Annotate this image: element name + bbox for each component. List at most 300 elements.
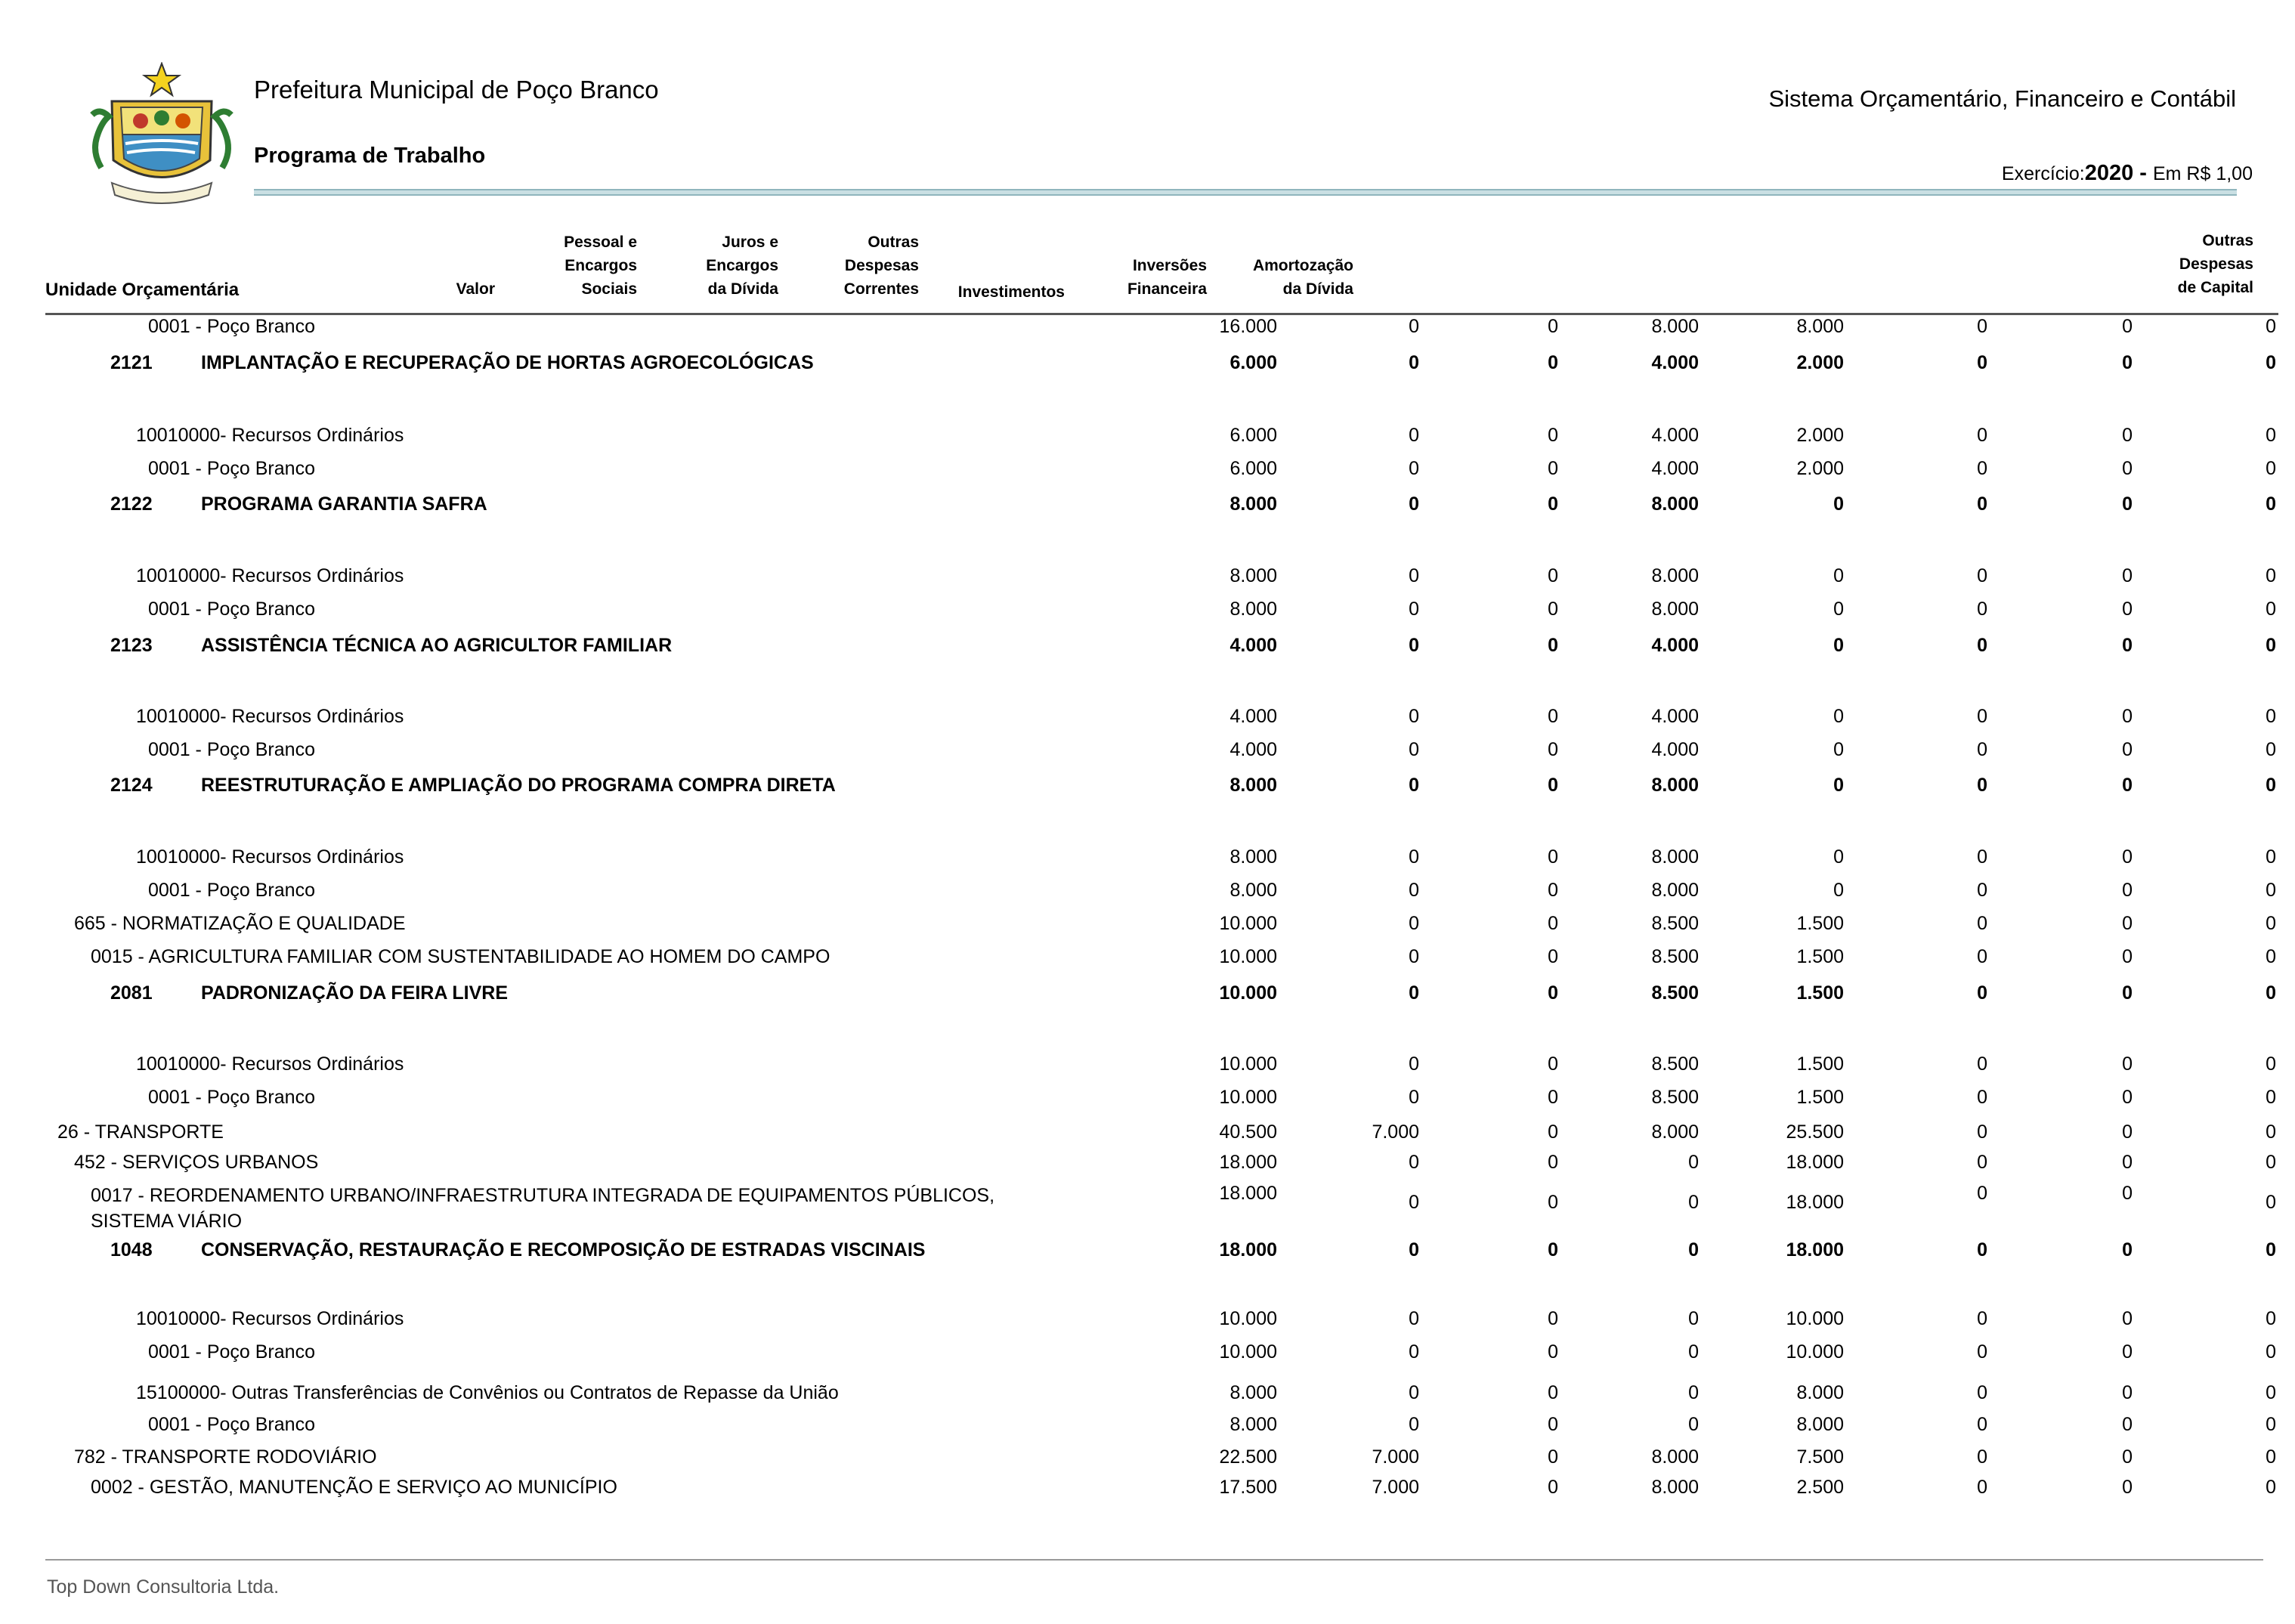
cell-outras-capital: 0 [2266,846,2276,868]
cell-outras-capital: 0 [2266,1477,2276,1498]
project-row [0,982,2295,1013]
cell-outras-correntes: 4.000 [1651,352,1699,373]
cell-inversoes: 0 [1977,1382,1987,1403]
table-row [0,913,2295,943]
cell-outras-capital: 0 [2266,425,2276,446]
cell-valor: 10.000 [1219,913,1277,934]
cell-investimentos: 0 [1833,880,1844,901]
cell-outras-capital: 0 [2266,1414,2276,1435]
cell-juros: 0 [1548,1053,1558,1075]
row-label: 0017 - REORDENAMENTO URBANO/INFRAESTRUTURA INTEGRADA DE EQUIPAMENTOS PÚBLICOS, SISTEMA VIÁRIO [91,1185,995,1232]
cell-pessoal: 0 [1409,425,1419,446]
cell-outras-capital: 0 [2266,316,2276,337]
cell-amortizacao: 0 [2122,1446,2133,1468]
cell-juros: 0 [1548,775,1558,796]
exercicio-separator: - [2133,161,2153,185]
cell-outras-capital: 0 [2266,493,2276,515]
cell-outras-correntes: 0 [1688,1382,1699,1403]
cell-valor: 10.000 [1219,982,1277,1004]
cell-outras-capital: 0 [2266,946,2276,967]
cell-investimentos: 8.000 [1796,1414,1844,1435]
table-row [0,739,2295,769]
row-label: 10010000- Recursos Ordinários [136,1053,404,1075]
cell-outras-capital: 0 [2266,880,2276,901]
cell-amortizacao: 0 [2122,946,2133,967]
cell-pessoal: 0 [1409,739,1419,760]
cell-investimentos: 2.000 [1796,425,1844,446]
cell-pessoal: 0 [1409,775,1419,796]
table-row [0,1382,2295,1412]
cell-investimentos: 25.500 [1786,1121,1844,1143]
cell-amortizacao: 0 [2122,846,2133,868]
cell-valor: 18.000 [1219,1152,1277,1173]
table-row [0,1121,2295,1152]
cell-outras-capital: 0 [2266,982,2276,1004]
cell-amortizacao: 0 [2122,1414,2133,1435]
cell-inversoes: 0 [1977,316,1987,337]
cell-valor: 18.000 [1219,1183,1277,1204]
cell-amortizacao: 0 [2122,1121,2133,1143]
cell-amortizacao: 0 [2122,352,2133,373]
cell-outras-correntes: 4.000 [1651,458,1699,479]
report-title: Programa de Trabalho [254,144,486,168]
cell-outras-capital: 0 [2266,1446,2276,1468]
cell-investimentos: 8.000 [1796,1382,1844,1403]
footer-company: Top Down Consultoria Ltda. [47,1576,280,1598]
org-title: Prefeitura Municipal de Poço Branco [254,76,659,104]
cell-inversoes: 0 [1977,1183,1987,1204]
cell-amortizacao: 0 [2122,775,2133,796]
cell-inversoes: 0 [1977,565,1987,586]
cell-valor: 40.500 [1219,1121,1277,1143]
col-header-unidade: Unidade Orçamentária [45,280,240,300]
cell-valor: 4.000 [1229,706,1277,727]
coat-of-arms-logo [82,62,242,206]
project-row [0,493,2295,524]
table-row [0,1446,2295,1477]
cell-inversoes: 0 [1977,775,1987,796]
cell-outras-correntes: 8.000 [1651,565,1699,586]
system-name: Sistema Orçamentário, Financeiro e Contábil [1768,85,2236,112]
cell-juros: 0 [1548,458,1558,479]
cell-juros: 0 [1548,1152,1558,1173]
cell-amortizacao: 0 [2122,316,2133,337]
cell-valor: 8.000 [1229,599,1277,620]
cell-valor: 8.000 [1229,493,1277,515]
exercicio-label: Exercício: [2001,163,2085,184]
cell-valor: 8.000 [1229,1414,1277,1435]
cell-juros: 0 [1548,1382,1558,1403]
project-title: ASSISTÊNCIA TÉCNICA AO AGRICULTOR FAMILIAR [201,635,673,656]
cell-inversoes: 0 [1977,599,1987,620]
col-header-pessoal: Pessoal e Encargos Sociais [564,234,637,298]
cell-amortizacao: 0 [2122,913,2133,934]
cell-valor: 22.500 [1219,1446,1277,1468]
cell-inversoes: 0 [1977,635,1987,656]
cell-valor: 18.000 [1219,1239,1277,1261]
cell-inversoes: 0 [1977,425,1987,446]
exercicio-year: 2020 [2084,161,2134,185]
cell-pessoal: 0 [1409,1414,1419,1435]
row-label: 0002 - GESTÃO, MANUTENÇÃO E SERVIÇO AO MUNICÍPIO [91,1477,617,1498]
cell-outras-correntes: 8.000 [1651,1477,1699,1498]
cell-outras-capital: 0 [2266,1239,2276,1261]
cell-investimentos: 1.500 [1796,982,1844,1004]
cell-inversoes: 0 [1977,739,1987,760]
cell-outras-correntes: 8.000 [1651,1121,1699,1143]
cell-outras-correntes: 8.500 [1651,1087,1699,1108]
project-title: CONSERVAÇÃO, RESTAURAÇÃO E RECOMPOSIÇÃO DE ESTRADAS VISCINAIS [201,1239,926,1261]
cell-inversoes: 0 [1977,1446,1987,1468]
cell-inversoes: 0 [1977,846,1987,868]
cell-inversoes: 0 [1977,1087,1987,1108]
cell-amortizacao: 0 [2122,425,2133,446]
cell-juros: 0 [1548,1446,1558,1468]
cell-outras-correntes: 8.000 [1651,1446,1699,1468]
cell-amortizacao: 0 [2122,1152,2133,1173]
cell-outras-capital: 0 [2266,1382,2276,1403]
cell-amortizacao: 0 [2122,565,2133,586]
cell-pessoal: 0 [1409,706,1419,727]
cell-investimentos: 0 [1833,599,1844,620]
cell-valor: 17.500 [1219,1477,1277,1498]
cell-juros: 0 [1548,913,1558,934]
cell-pessoal: 0 [1409,946,1419,967]
project-title: PROGRAMA GARANTIA SAFRA [201,493,487,515]
exercicio-info [2002,161,2253,186]
table-row [0,706,2295,736]
col-header-outras-capital: Outras Despesas de Capital [2177,232,2253,296]
cell-outras-capital: 0 [2266,739,2276,760]
cell-juros: 0 [1548,316,1558,337]
row-label: 10010000- Recursos Ordinários [136,1308,404,1329]
cell-juros: 0 [1548,1414,1558,1435]
cell-outras-capital: 0 [2266,1053,2276,1075]
cell-investimentos: 1.500 [1796,1087,1844,1108]
cell-pessoal: 0 [1409,316,1419,337]
cell-amortizacao: 0 [2122,493,2133,515]
row-label: 10010000- Recursos Ordinários [136,565,404,586]
cell-outras-correntes: 8.000 [1651,846,1699,868]
cell-investimentos: 0 [1833,635,1844,656]
cell-inversoes: 0 [1977,1152,1987,1173]
cell-outras-capital: 0 [2266,706,2276,727]
cell-outras-capital: 0 [2266,1087,2276,1108]
table-row [0,458,2295,488]
cell-pessoal: 0 [1409,880,1419,901]
cell-investimentos: 18.000 [1786,1192,1844,1213]
project-title: REESTRUTURAÇÃO E AMPLIAÇÃO DO PROGRAMA COMPRA DIRETA [201,775,836,796]
table-row [0,1308,2295,1338]
cell-investimentos: 0 [1833,565,1844,586]
cell-valor: 8.000 [1229,565,1277,586]
project-title: IMPLANTAÇÃO E RECUPERAÇÃO DE HORTAS AGROECOLÓGICAS [201,352,814,373]
cell-inversoes: 0 [1977,1053,1987,1075]
cell-pessoal: 0 [1409,1087,1419,1108]
cell-valor: 8.000 [1229,775,1277,796]
cell-outras-capital: 0 [2266,458,2276,479]
cell-investimentos: 0 [1833,706,1844,727]
cell-valor: 6.000 [1229,458,1277,479]
cell-outras-capital: 0 [2266,565,2276,586]
cell-inversoes: 0 [1977,1414,1987,1435]
cell-amortizacao: 0 [2122,1308,2133,1329]
cell-valor: 8.000 [1229,1382,1277,1403]
cell-pessoal: 0 [1409,352,1419,373]
cell-pessoal: 0 [1409,635,1419,656]
cell-pessoal: 0 [1409,846,1419,868]
cell-amortizacao: 0 [2122,1053,2133,1075]
cell-amortizacao: 0 [2122,1382,2133,1403]
cell-juros: 0 [1548,599,1558,620]
cell-investimentos: 10.000 [1786,1308,1844,1329]
table-row [0,1053,2295,1084]
cell-investimentos: 0 [1833,775,1844,796]
cell-juros: 0 [1548,565,1558,586]
cell-juros: 0 [1548,706,1558,727]
row-label: 0015 - AGRICULTURA FAMILIAR COM SUSTENTABILIDADE AO HOMEM DO CAMPO [91,946,830,967]
cell-juros: 0 [1548,946,1558,967]
cell-juros: 0 [1548,739,1558,760]
cell-outras-correntes: 4.000 [1651,739,1699,760]
cell-inversoes: 0 [1977,946,1987,967]
cell-outras-correntes: 0 [1688,1341,1699,1363]
row-label: 15100000- Outras Transferências de Convênios ou Contratos de Repasse da União [136,1382,839,1403]
cell-investimentos: 1.500 [1796,1053,1844,1075]
cell-amortizacao: 0 [2122,1087,2133,1108]
cell-investimentos: 18.000 [1786,1152,1844,1173]
cell-investimentos: 2.000 [1796,458,1844,479]
cell-pessoal: 0 [1409,1053,1419,1075]
cell-inversoes: 0 [1977,880,1987,901]
row-label: 0001 - Poço Branco [148,1087,315,1108]
cell-outras-correntes: 4.000 [1651,706,1699,727]
col-header-amortizacao: Amortozação da Dívida [1252,257,1353,298]
cell-pessoal: 0 [1409,1239,1419,1261]
row-label: 10010000- Recursos Ordinários [136,706,404,727]
cell-outras-correntes: 8.000 [1651,316,1699,337]
cell-outras-capital: 0 [2266,599,2276,620]
cell-outras-correntes: 0 [1688,1152,1699,1173]
row-label: 26 - TRANSPORTE [57,1121,224,1143]
cell-inversoes: 0 [1977,493,1987,515]
row-label: 782 - TRANSPORTE RODOVIÁRIO [74,1446,377,1468]
cell-amortizacao: 0 [2122,982,2133,1004]
cell-outras-capital: 0 [2266,1121,2276,1143]
cell-outras-correntes: 8.000 [1651,493,1699,515]
cell-juros: 0 [1548,493,1558,515]
cell-pessoal: 0 [1409,1308,1419,1329]
cell-juros: 0 [1548,1121,1558,1143]
row-label: 0001 - Poço Branco [148,739,315,760]
table-row [0,565,2295,595]
table-row [0,1183,2295,1232]
table-row [0,1341,2295,1372]
cell-inversoes: 0 [1977,1308,1987,1329]
cell-amortizacao: 0 [2122,1477,2133,1498]
row-label: 665 - NORMATIZAÇÃO E QUALIDADE [74,913,406,934]
cell-investimentos: 7.500 [1796,1446,1844,1468]
row-label: 0001 - Poço Branco [148,458,315,479]
cell-juros: 0 [1548,1308,1558,1329]
project-code: 2124 [110,775,153,796]
cell-inversoes: 0 [1977,982,1987,1004]
cell-outras-correntes: 8.000 [1651,880,1699,901]
cell-investimentos: 1.500 [1796,946,1844,967]
cell-outras-capital: 0 [2266,1152,2276,1173]
cell-inversoes: 0 [1977,1341,1987,1363]
cell-valor: 10.000 [1219,1087,1277,1108]
cell-valor: 10.000 [1219,946,1277,967]
table-row [0,425,2295,455]
project-code: 1048 [110,1239,153,1261]
cell-juros: 0 [1548,880,1558,901]
table-row [0,599,2295,629]
cell-pessoal: 0 [1409,458,1419,479]
table-row [0,1087,2295,1117]
cell-inversoes: 0 [1977,913,1987,934]
cell-inversoes: 0 [1977,1477,1987,1498]
cell-outras-capital: 0 [2266,775,2276,796]
table-row [0,1477,2295,1507]
cell-valor: 10.000 [1219,1053,1277,1075]
table-row [0,946,2295,976]
col-header-inversoes: Inversões Financeira [1127,257,1207,298]
cell-amortizacao: 0 [2122,1341,2133,1363]
row-label: 0001 - Poço Branco [148,1414,315,1435]
cell-juros: 0 [1548,846,1558,868]
cell-pessoal: 0 [1409,913,1419,934]
cell-juros: 0 [1548,1341,1558,1363]
cell-juros: 0 [1548,1239,1558,1261]
cell-pessoal: 0 [1409,1341,1419,1363]
project-code: 2121 [110,352,153,373]
cell-investimentos: 1.500 [1796,913,1844,934]
cell-amortizacao: 0 [2122,880,2133,901]
cell-juros: 0 [1548,1087,1558,1108]
cell-juros: 0 [1548,635,1558,656]
cell-investimentos: 2.000 [1796,352,1844,373]
project-code: 2123 [110,635,153,656]
project-row [0,352,2295,382]
cell-outras-correntes: 8.000 [1651,775,1699,796]
project-title: PADRONIZAÇÃO DA FEIRA LIVRE [201,982,509,1004]
row-label: 0001 - Poço Branco [148,316,315,337]
cell-investimentos: 0 [1833,493,1844,515]
cell-outras-correntes: 4.000 [1651,425,1699,446]
project-row [0,775,2295,805]
cell-valor: 6.000 [1229,425,1277,446]
table-row [0,1152,2295,1182]
cell-inversoes: 0 [1977,706,1987,727]
currency-label: Em R$ 1,00 [2152,163,2253,184]
cell-pessoal: 7.000 [1372,1446,1419,1468]
cell-valor: 8.000 [1229,846,1277,868]
cell-valor: 8.000 [1229,880,1277,901]
cell-valor: 4.000 [1229,635,1277,656]
cell-inversoes: 0 [1977,458,1987,479]
cell-investimentos: 0 [1833,739,1844,760]
cell-pessoal: 0 [1409,493,1419,515]
cell-valor: 4.000 [1229,739,1277,760]
cell-outras-correntes: 8.500 [1651,913,1699,934]
cell-investimentos: 0 [1833,846,1844,868]
cell-outras-correntes: 8.500 [1651,982,1699,1004]
cell-outras-correntes: 8.500 [1651,1053,1699,1075]
cell-valor: 10.000 [1219,1308,1277,1329]
cell-investimentos: 10.000 [1786,1341,1844,1363]
project-row [0,1239,2295,1270]
cell-outras-correntes: 8.500 [1651,946,1699,967]
cell-pessoal: 0 [1409,1382,1419,1403]
row-label: 452 - SERVIÇOS URBANOS [74,1152,319,1173]
cell-juros: 0 [1548,982,1558,1004]
cell-outras-capital: 0 [2266,1308,2276,1329]
cell-pessoal: 7.000 [1372,1121,1419,1143]
cell-outras-correntes: 0 [1688,1239,1699,1261]
cell-investimentos: 2.500 [1796,1477,1844,1498]
project-code: 2081 [110,982,153,1004]
cell-outras-capital: 0 [2266,352,2276,373]
cell-outras-correntes: 0 [1688,1414,1699,1435]
cell-valor: 6.000 [1229,352,1277,373]
table-row [0,880,2295,910]
col-header-valor: Valor [456,280,495,298]
cell-pessoal: 0 [1409,1152,1419,1173]
cell-amortizacao: 0 [2122,635,2133,656]
project-code: 2122 [110,493,153,515]
cell-juros: 0 [1548,352,1558,373]
cell-amortizacao: 0 [2122,599,2133,620]
table-row [0,316,2295,346]
cell-outras-correntes: 0 [1688,1192,1699,1213]
table-row [0,1414,2295,1444]
footer-divider [45,1559,2263,1561]
cell-outras-capital: 0 [2266,635,2276,656]
table-header-divider [45,313,2278,315]
col-header-investimentos: Investimentos [957,283,1065,301]
cell-juros: 0 [1548,1477,1558,1498]
cell-pessoal: 0 [1409,599,1419,620]
cell-amortizacao: 0 [2122,458,2133,479]
row-label: 0001 - Poço Branco [148,880,315,901]
cell-juros: 0 [1548,425,1558,446]
cell-pessoal: 0 [1409,1192,1419,1213]
cell-investimentos: 8.000 [1796,316,1844,337]
row-label: 0001 - Poço Branco [148,599,315,620]
cell-inversoes: 0 [1977,1239,1987,1261]
cell-pessoal: 0 [1409,565,1419,586]
cell-pessoal: 0 [1409,982,1419,1004]
cell-amortizacao: 0 [2122,1239,2133,1261]
cell-outras-capital: 0 [2266,1341,2276,1363]
cell-pessoal: 7.000 [1372,1477,1419,1498]
table-row [0,846,2295,877]
cell-amortizacao: 0 [2122,1183,2133,1204]
cell-outras-correntes: 4.000 [1651,635,1699,656]
cell-inversoes: 0 [1977,1121,1987,1143]
cell-amortizacao: 0 [2122,739,2133,760]
col-header-juros: Juros e Encargos da Dívida [706,234,778,298]
cell-inversoes: 0 [1977,352,1987,373]
cell-outras-capital: 0 [2266,1192,2276,1213]
row-label: 0001 - Poço Branco [148,1341,315,1363]
col-header-outras-correntes: Outras Despesas Correntes [843,234,919,298]
cell-outras-correntes: 8.000 [1651,599,1699,620]
header-divider [254,189,2237,196]
cell-juros: 0 [1548,1192,1558,1213]
project-row [0,635,2295,665]
